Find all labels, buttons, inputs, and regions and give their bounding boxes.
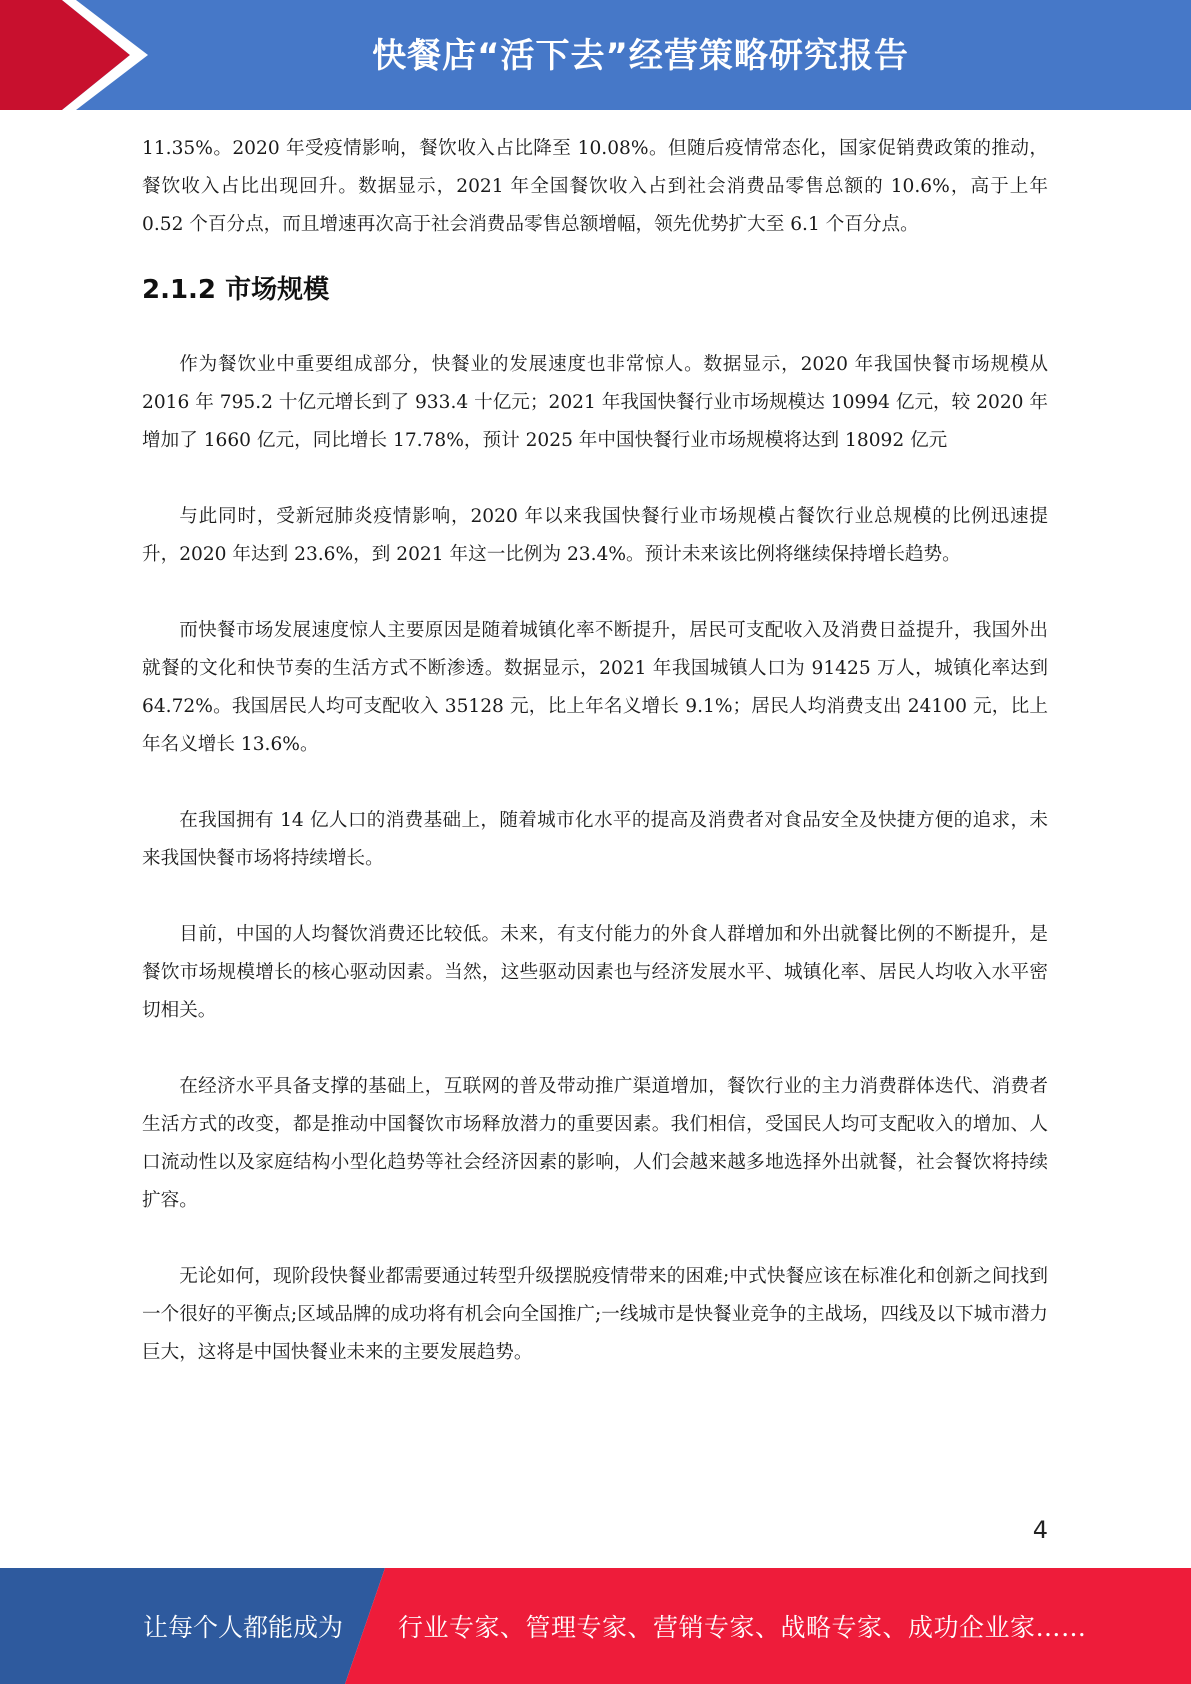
paragraph-4: 在我国拥有 14 亿人口的消费基础上，随着城市化水平的提高及消费者对食品安全及快捷方便的追求，未来我国快餐市场将持续增长。 xyxy=(142,810,1048,869)
main-content xyxy=(142,130,1048,1372)
paragraph-1: 作为餐饮业中重要组成部分，快餐业的发展速度也非常惊人。数据显示，2020 年我国快餐市场规模从 2016 年 795.2 十亿元增长到了 933.4 十亿元；2021 年我国快餐行业市场规模达 10994 亿元，较 2020 年增加了 1660 亿元，同比增长 17.78%，预计 2025 年中国快餐行业市场规模将达到 18092 亿元 xyxy=(142,354,1048,451)
footer-slogan-left: 让每个人都能成为 xyxy=(143,1613,344,1642)
footer-slogan-right: 行业专家、管理专家、营销专家、战略专家、成功企业家…… xyxy=(398,1613,1087,1642)
section-heading: 2.1.2 市场规模 xyxy=(142,275,330,305)
paragraph-7: 无论如何，现阶段快餐业都需要通过转型升级摆脱疫情带来的困难;中式快餐应该在标准化和创新之间找到一个很好的平衡点;区域品牌的成功将有机会向全国推广;一线城市是快餐业竞争的主战场，四线及以下城市潜力巨大，这将是中国快餐业未来的主要发展趋势。 xyxy=(142,1266,1048,1363)
page-footer xyxy=(0,1568,1191,1684)
document-title: 快餐店“活下去”经营策略研究报告 xyxy=(372,35,909,76)
page-header xyxy=(0,0,1191,110)
paragraph-6: 在经济水平具备支撑的基础上，互联网的普及带动推广渠道增加，餐饮行业的主力消费群体迭代、消费者生活方式的改变，都是推动中国餐饮市场释放潜力的重要因素。我们相信，受国民人均可支配收入的增加、人口流动性以及家庭结构小型化趋势等社会经济因素的影响，人们会越来越多地选择外出就餐，社会餐饮将持续扩容。 xyxy=(142,1076,1048,1211)
page-number: 4 xyxy=(1032,1516,1048,1544)
intro-paragraph: 11.35%。2020 年受疫情影响，餐饮收入占比降至 10.08%。但随后疫情常态化，国家促销费政策的推动，餐饮收入占比出现回升。数据显示，2021 年全国餐饮收入占到社会消费品零售总额的 10.6%，高于上年 0.52 个百分点，而且增速再次高于社会消费品零售总额增幅，领先优势扩大至 6.1 个百分点。 xyxy=(142,138,1048,235)
paragraph-2: 与此同时，受新冠肺炎疫情影响，2020 年以来我国快餐行业市场规模占餐饮行业总规模的比例迅速提升，2020 年达到 23.6%，到 2021 年这一比例为 23.4%。预计未来该比例将继续保持增长趋势。 xyxy=(142,506,1048,565)
paragraph-3: 而快餐市场发展速度惊人主要原因是随着城镇化率不断提升，居民可支配收入及消费日益提升，我国外出就餐的文化和快节奏的生活方式不断渗透。数据显示，2021 年我国城镇人口为 91425 万人，城镇化率达到 64.72%。我国居民人均可支配收入 35128 元，比上年名义增长 9.1%；居民人均消费支出 24100 元，比上年名义增长 13.6%。 xyxy=(142,620,1048,755)
paragraph-5: 目前，中国的人均餐饮消费还比较低。未来，有支付能力的外食人群增加和外出就餐比例的不断提升，是餐饮市场规模增长的核心驱动因素。当然，这些驱动因素也与经济发展水平、城镇化率、居民人均收入水平密切相关。 xyxy=(142,924,1048,1021)
